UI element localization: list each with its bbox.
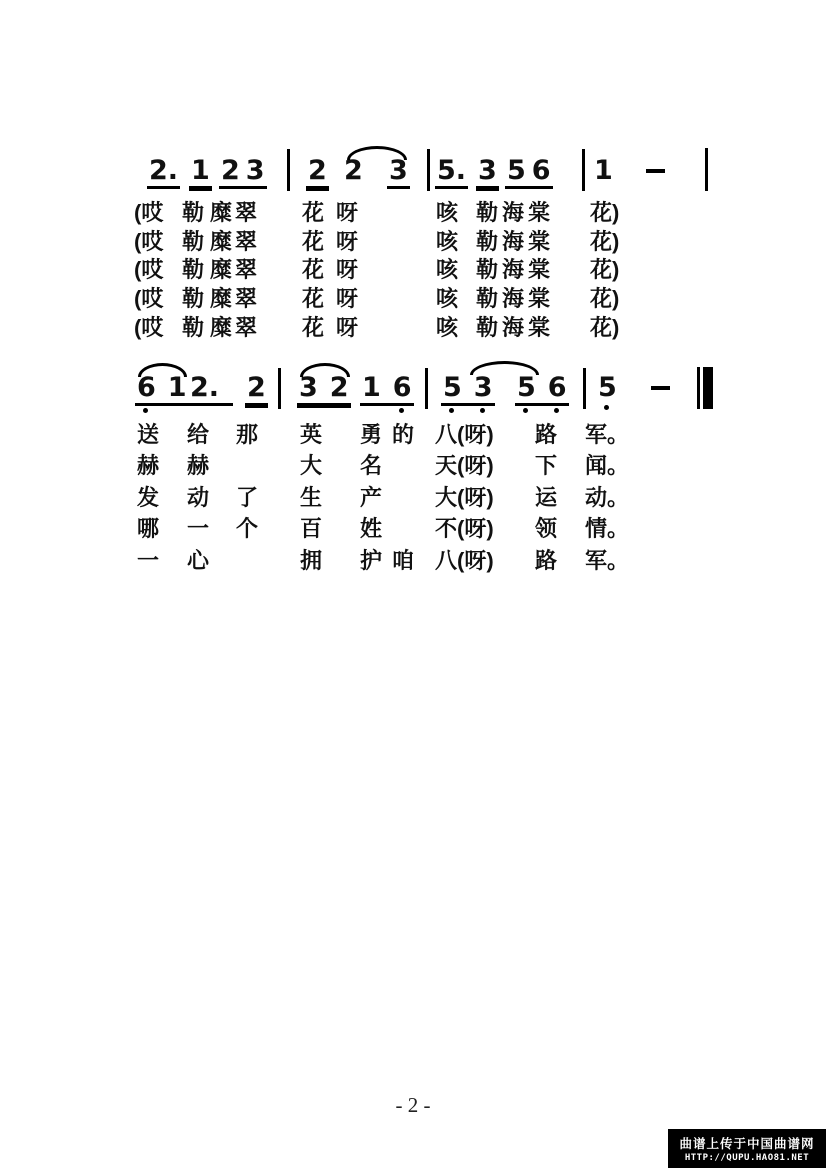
lyric: 咳 <box>436 315 459 340</box>
lyric: 那 <box>236 422 259 447</box>
barline <box>705 148 708 191</box>
slur <box>347 146 407 160</box>
lyric: 发 <box>137 485 160 510</box>
lyric: 花呀 <box>302 286 371 311</box>
lyric: 一 <box>137 548 160 573</box>
refrain-row <box>0 201 826 227</box>
note: 5 <box>598 372 617 403</box>
lyric: 勒海棠 <box>476 257 555 282</box>
lyric: 咳 <box>436 229 459 254</box>
lyric: 八(呀) <box>435 548 494 573</box>
lyric: 送 <box>137 422 160 447</box>
lyric: 糜翠 <box>210 229 261 254</box>
lyric: 勒 <box>182 200 205 225</box>
lyric: 路 <box>535 548 558 573</box>
refrain-row <box>0 258 826 284</box>
lyric: 个 <box>236 516 259 541</box>
note: 6 <box>547 372 567 403</box>
lyric: 花) <box>590 257 620 282</box>
lyric: 咳 <box>436 200 459 225</box>
note: 3 <box>245 155 265 186</box>
beam-group <box>245 372 268 406</box>
lyric: (哎 <box>134 229 164 254</box>
lyric: 心 <box>187 548 210 573</box>
lyric: 拥 <box>300 548 323 573</box>
lyric: 军。 <box>585 548 630 573</box>
note: 1 <box>167 372 187 403</box>
lyric: 路 <box>535 422 558 447</box>
lyric: 糜翠 <box>210 200 261 225</box>
verse-row <box>0 454 826 480</box>
lyric: 勒 <box>182 257 205 282</box>
lyric: 花) <box>590 229 620 254</box>
lyric: 大(呀) <box>435 485 494 510</box>
lyric: 赫 <box>187 453 210 478</box>
lyric: 赫 <box>137 453 160 478</box>
note: 5 <box>443 372 462 403</box>
lyric: 咳 <box>436 257 459 282</box>
note: 2 <box>308 155 327 186</box>
beam-group <box>515 372 569 406</box>
barline <box>583 368 586 409</box>
barline <box>425 368 428 409</box>
beam-group <box>219 155 267 189</box>
barline <box>697 367 700 409</box>
lyric: 情。 <box>585 516 630 541</box>
beam-group <box>435 155 468 189</box>
lyric: 动。 <box>585 485 630 510</box>
beam-group <box>476 155 499 189</box>
lyric: 糜翠 <box>210 315 261 340</box>
beam-group <box>147 155 180 189</box>
lyric: (哎 <box>134 315 164 340</box>
lyric: 勒海棠 <box>476 315 555 340</box>
lyric: (哎 <box>134 200 164 225</box>
lyric: 产 <box>360 485 393 510</box>
lyric: 给 <box>187 422 210 447</box>
lyric: 糜翠 <box>210 257 261 282</box>
lyric: 百 <box>300 516 323 541</box>
barline <box>287 149 290 191</box>
lyric: 勒海棠 <box>476 200 555 225</box>
lyric: 生 <box>300 485 323 510</box>
refrain-row <box>0 287 826 313</box>
lyric: 花呀 <box>302 200 371 225</box>
lyric: 名 <box>360 453 393 478</box>
note: 2 <box>221 155 240 186</box>
beam-group <box>505 155 553 189</box>
note: 3 <box>473 372 493 403</box>
note: 2 <box>329 372 349 403</box>
lyric: 一 <box>187 516 210 541</box>
note: 1 <box>362 372 381 403</box>
duration-dash <box>646 169 665 173</box>
beam-group <box>441 372 495 406</box>
note: 3 <box>299 372 318 403</box>
lyric: 英 <box>300 422 323 447</box>
lyric: (哎 <box>134 286 164 311</box>
page-number: - 2 - <box>395 1093 431 1117</box>
lyric: 勒 <box>182 315 205 340</box>
lyric: 护咱 <box>360 548 425 573</box>
lyric: 领 <box>535 516 558 541</box>
lyric: 不(呀) <box>435 516 494 541</box>
final-barline <box>703 367 713 409</box>
note: 2. <box>149 155 179 186</box>
note: 2. <box>190 372 220 403</box>
refrain-row <box>0 230 826 256</box>
note: 2 <box>247 372 266 403</box>
lyric: 咳 <box>436 286 459 311</box>
lyric: 运 <box>535 485 558 510</box>
lyric: 哪 <box>137 516 160 541</box>
note: 3 <box>389 155 408 186</box>
lyric: 勒 <box>182 286 205 311</box>
verse-row <box>0 423 826 449</box>
verse-row <box>0 486 826 512</box>
beam-group <box>188 372 233 406</box>
note: 2 <box>344 155 363 186</box>
lyric: 花) <box>590 200 620 225</box>
refrain-row <box>0 316 826 342</box>
lyric: 勒 <box>182 229 205 254</box>
lyric: 花呀 <box>302 229 371 254</box>
note: 6 <box>531 155 551 186</box>
lyric: 八(呀) <box>435 422 494 447</box>
note: 6 <box>392 372 412 403</box>
note: 5. <box>437 155 467 186</box>
note: 6 <box>137 372 156 403</box>
lyric: 大 <box>300 453 323 478</box>
beam-group <box>306 155 329 189</box>
watermark-site-name: 曲谱上传于中国曲谱网 <box>679 1137 815 1151</box>
lyric: 花) <box>590 286 620 311</box>
lyric: 勒海棠 <box>476 229 555 254</box>
barline <box>427 149 430 191</box>
lyric: 下 <box>535 453 558 478</box>
beam-group <box>189 155 212 189</box>
beam-group <box>135 372 189 406</box>
lyric: 勇的 <box>360 422 425 447</box>
lyric: 姓 <box>360 516 393 541</box>
beam-group <box>360 372 414 406</box>
lyric: 军。 <box>585 422 630 447</box>
lyric: 花呀 <box>302 315 371 340</box>
watermark-url: HTTP://QUPU.HAO81.NET <box>684 1153 810 1163</box>
duration-dash <box>651 386 670 390</box>
lyric: 了 <box>236 485 259 510</box>
note: 5 <box>507 155 526 186</box>
beam-group <box>297 372 351 406</box>
lyric: 闻。 <box>585 453 630 478</box>
lyric: 花) <box>590 315 620 340</box>
verse-row <box>0 549 826 575</box>
note: 1 <box>594 155 613 186</box>
lyric: (哎 <box>134 257 164 282</box>
note: 1 <box>191 155 210 186</box>
watermark-badge <box>668 1129 826 1168</box>
verse-row <box>0 517 826 543</box>
barline <box>278 368 281 409</box>
lyric: 糜翠 <box>210 286 261 311</box>
lyric: 花呀 <box>302 257 371 282</box>
note: 5 <box>517 372 536 403</box>
beam-group <box>387 155 410 189</box>
lyric: 天(呀) <box>435 453 494 478</box>
barline <box>582 149 585 191</box>
lyric: 动 <box>187 485 210 510</box>
note: 3 <box>478 155 497 186</box>
lyric: 勒海棠 <box>476 286 555 311</box>
